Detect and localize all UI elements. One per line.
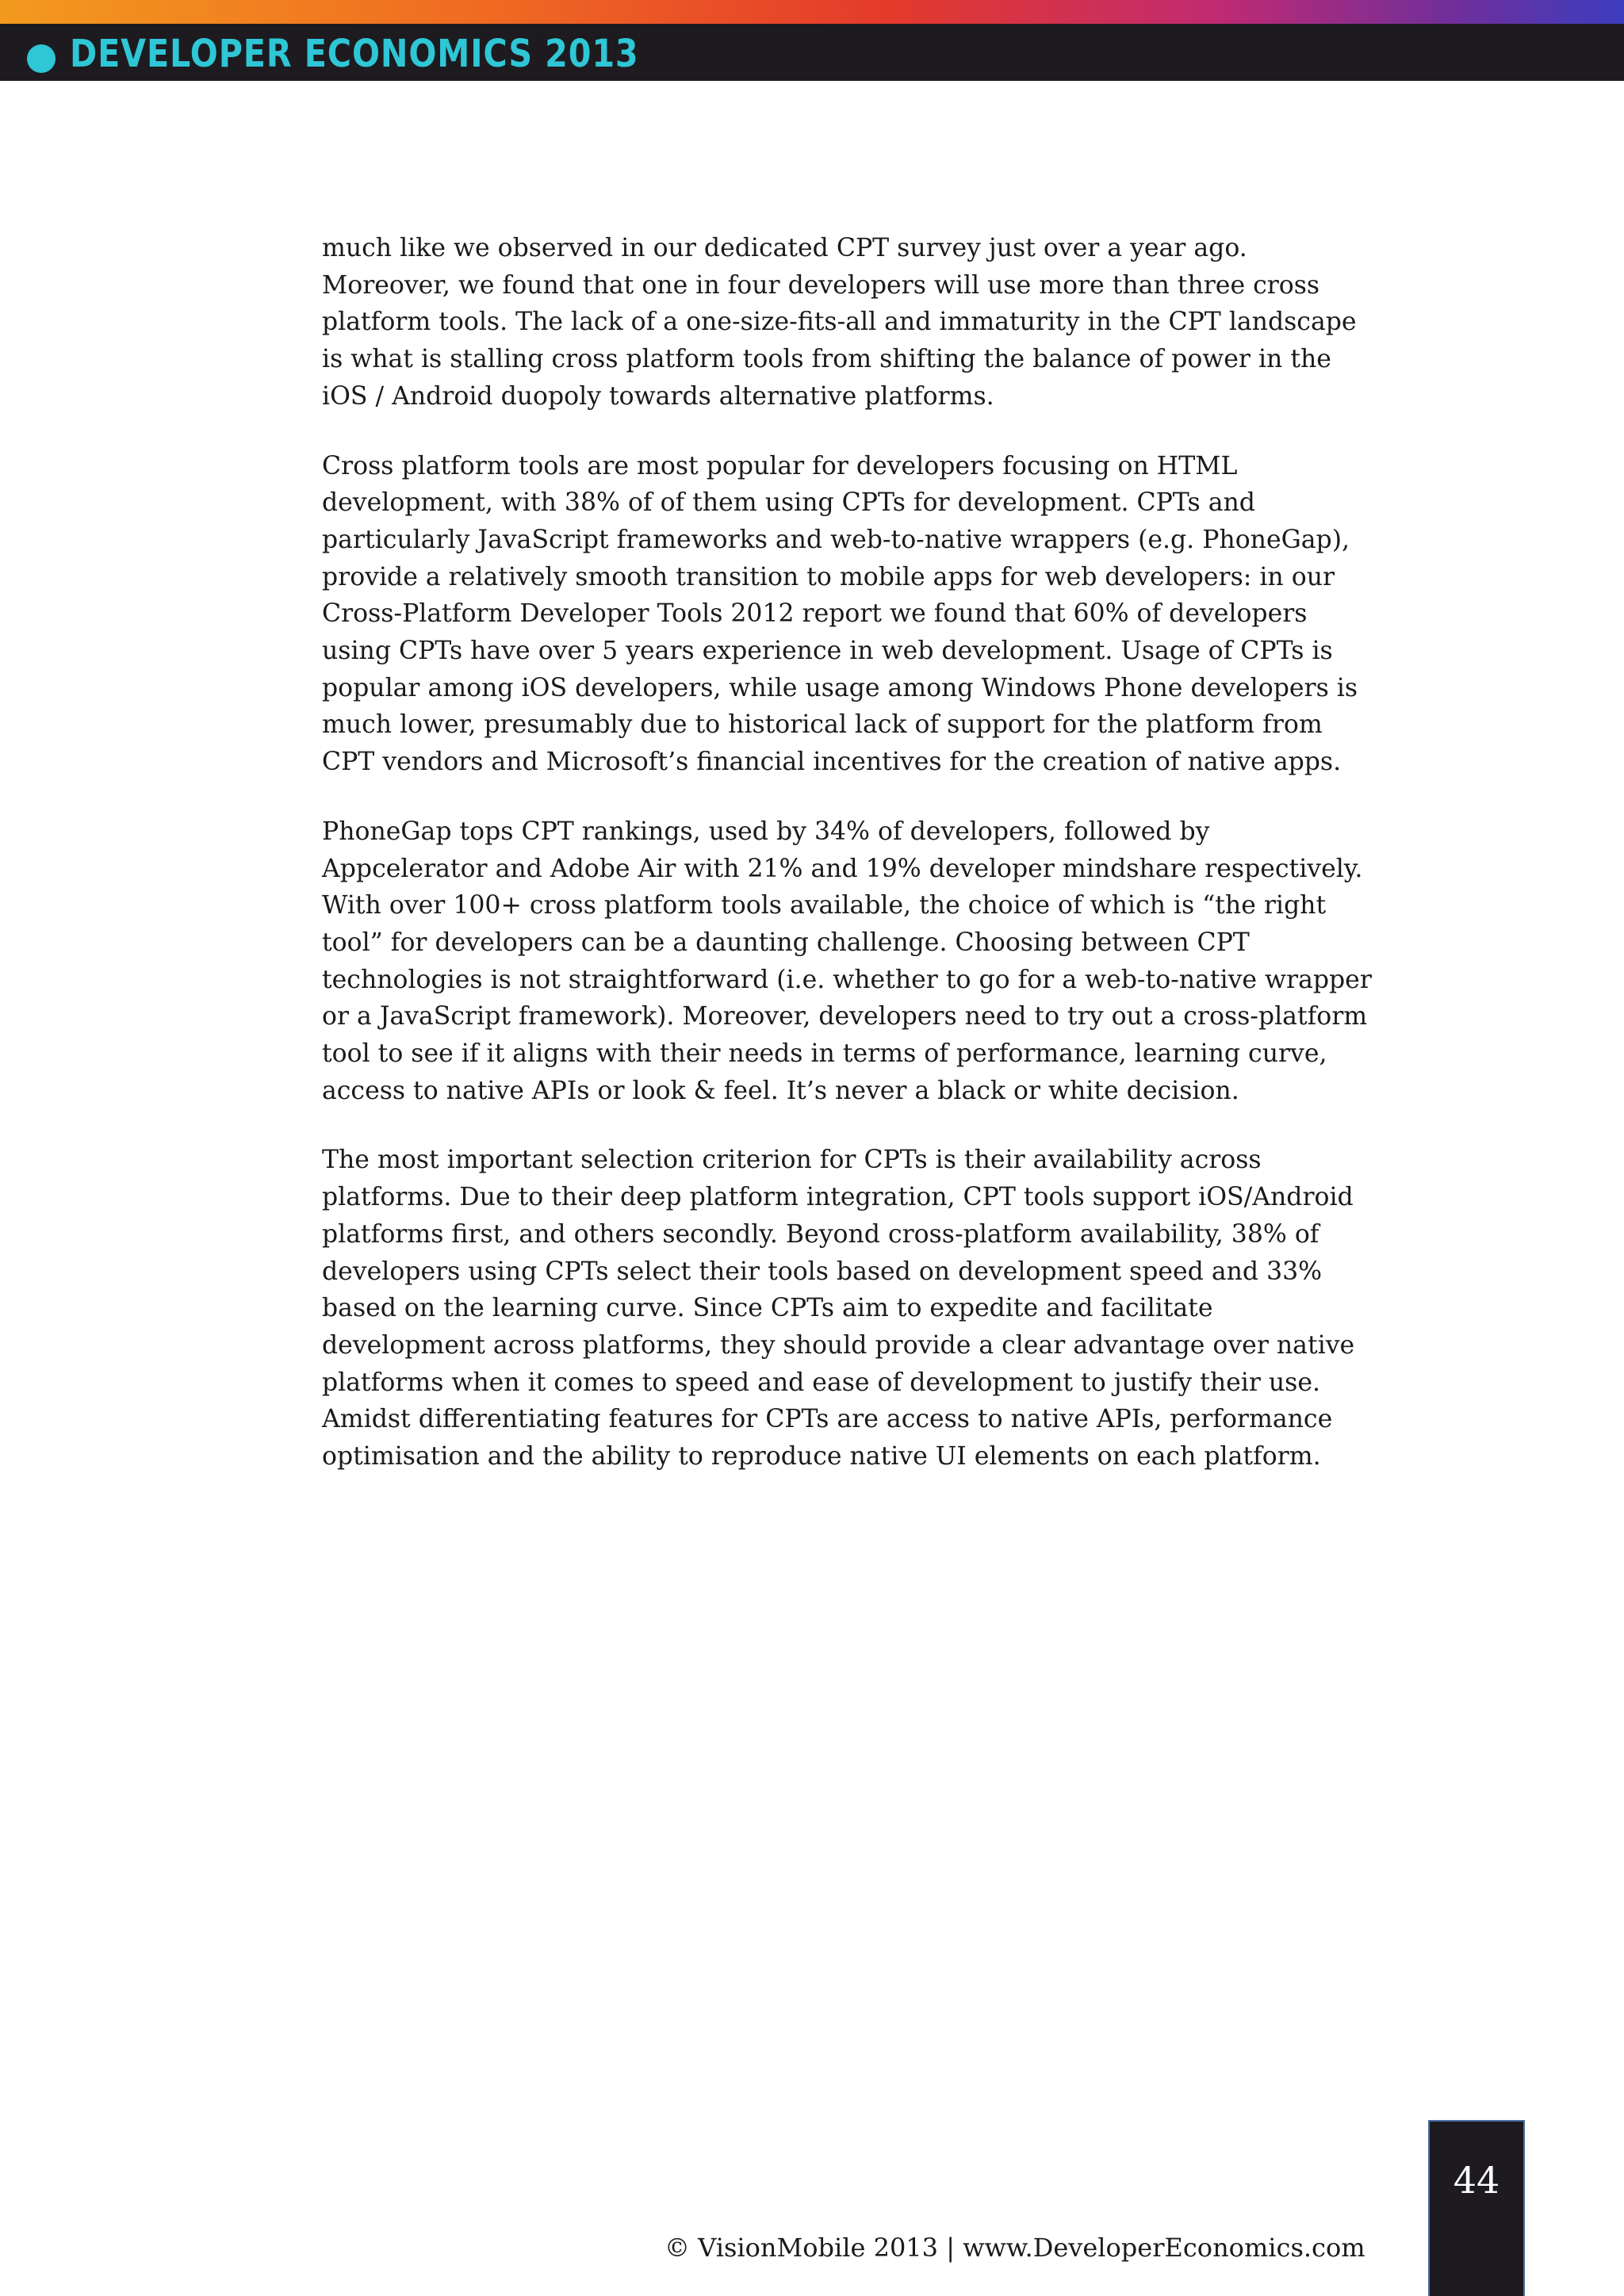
page-number: 44: [1453, 2159, 1500, 2202]
paragraph: Cross platform tools are most popular for developers focusing on HTML development, with 38% of of them using CPTs for development. CPTs and particularly JavaScript frameworks and web-to-native wrappers (e.g. PhoneGap), provide a relatively smooth transition to mobile apps for web developers: in our Cross-Platform Developer Tools 2012 report we found that 60% of developers using CPTs have over 5 years experience in web development. Usage of CPTs is popular among iOS developers, while usage among Windows Phone developers is much lower, presumably due to historical lack of support for the platform from CPT vendors and Microsoft’s financial incentives for the creation of native apps.: [322, 451, 1358, 777]
paragraph: much like we observed in our dedicated CPT survey just over a year ago. Moreover, we found that one in four developers will use more than three cross platform tools. The lack of a one-size-fits-all and immaturity in the CPT landscape is what is stalling cross platform tools from shifting the balance of power in the iOS / Android duopoly towards alternative platforms.: [322, 234, 1357, 411]
header-title: DEVELOPER ECONOMICS 2013: [70, 32, 639, 76]
page-number-box: [1428, 2120, 1525, 2296]
body-text: [322, 230, 1378, 1508]
paragraph: The most important selection criterion for CPTs is their availability across platforms. Due to their deep platform integration, CPT tools support iOS/Android platforms first, and others secondly. Beyond cross-platform availability, 38% of developers using CPTs select their tools based on development speed and 33% based on the learning curve. Since CPTs aim to expedite and facilitate development across platforms, they should provide a clear advantage over native platforms when it comes to speed and ease of development to justify their use. Amidst differentiating features for CPTs are access to native APIs, performance optimisation and the ability to reproduce native UI elements on each platform.: [322, 1146, 1355, 1471]
header-gradient-stripe: [0, 0, 1624, 24]
header-dot-icon: [27, 44, 56, 73]
footer-copyright: © VisionMobile 2013 | www.DeveloperEconomics.com: [665, 2233, 1365, 2263]
paragraph: PhoneGap tops CPT rankings, used by 34% of developers, followed by Appcelerator and Adobe Air with 21% and 19% developer mindshare respectively. With over 100+ cross platform tools available, the choice of which is “the right tool” for developers can be a daunting challenge. Choosing between CPT technologies is not straightforward (i.e. whether to go for a web-to-native wrapper or a JavaScript framework). Moreover, developers need to try out a cross-platform tool to see if it aligns with their needs in terms of performance, learning curve, access to native APIs or look & feel. It’s never a black or white decision.: [322, 817, 1372, 1105]
